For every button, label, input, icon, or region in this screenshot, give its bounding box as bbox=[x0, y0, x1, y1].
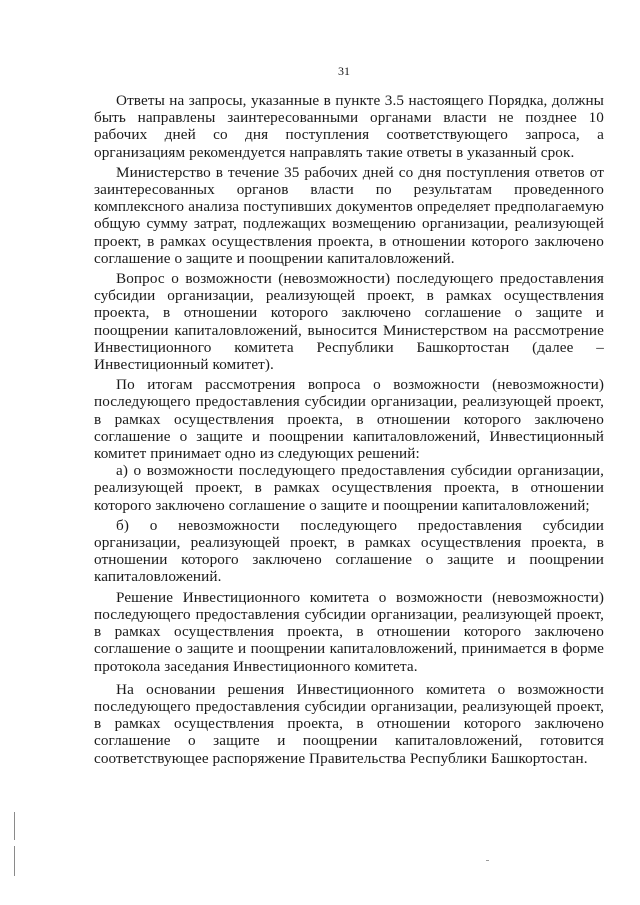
paragraph-question-to-committee: Вопрос о возможности (невозможности) последующего предоставления субсидии организации, реализующей проект, в рамках осуществления проекта, в отношении которого заключено соглашение о защите и поощрении капиталовложений, выносится Министерством на рассмотрение Инвестиционного комитета Республики Башкортостан (далее – Инвестиционный комитет). bbox=[94, 270, 604, 374]
paragraph-government-order: На основании решения Инвестиционного комитета о возможности последующего предоставления субсидии организации, реализующей проект, в рамках осуществления проекта, в отношении которого заключено соглашение о защите и поощрении капиталовложений, готовится соответствующее распоряжение Правительства Республики Башкортостан. bbox=[94, 680, 604, 767]
paragraph-committee-decisions: По итогам рассмотрения вопроса о возможности (невозможности) последующего предоставления субсидии организации, реализующей проект, в рамках осуществления проекта, в отношении которого заключено соглашение о защите и поощрении капиталовложений, Инвестиционный комитет принимает одно из следующих решений: bbox=[94, 376, 604, 463]
document-body bbox=[94, 92, 604, 767]
page-number: 31 bbox=[338, 64, 350, 78]
list-item-decision-b: б) о невозможности последующего предоставления субсидии организации, реализующей проект, в рамках осуществления проекта, в отношении которого заключено соглашение о защите и поощрении капиталовложений. bbox=[94, 516, 604, 586]
paragraph-ministry-analysis: Министерство в течение 35 рабочих дней со дня поступления ответов от заинтересованных органов власти по результатам проведенного комплексного анализа поступивших документов определяет предполагаемую общую сумму затрат, подлежащих возмещению организации, реализующей проект, в рамках осуществления проекта, в отношении которого заключено соглашение о защите и поощрении капиталовложений. bbox=[94, 163, 604, 267]
scan-margin-mark bbox=[14, 812, 15, 840]
scan-margin-mark bbox=[14, 846, 15, 876]
scan-speck bbox=[486, 860, 489, 861]
paragraph-responses-deadline: Ответы на запросы, указанные в пункте 3.5 настоящего Порядка, должны быть направлены заинтересованными органами власти не позднее 10 рабочих дней со дня поступления соответствующего запроса, а организациям рекомендуется направлять такие ответы в указанный срок. bbox=[94, 92, 604, 161]
list-item-decision-a: а) о возможности последующего предоставления субсидии организации, реализующей проект, в рамках осуществления проекта, в отношении которого заключено соглашение о защите и поощрении капиталовложений; bbox=[94, 462, 604, 514]
paragraph-protocol-form: Решение Инвестиционного комитета о возможности (невозможности) последующего предоставления субсидии организации, реализующей проект, в рамках осуществления проекта, в отношении которого заключено соглашение о защите и поощрении капиталовложений, принимается в форме протокола заседания Инвестиционного комитета. bbox=[94, 588, 604, 675]
